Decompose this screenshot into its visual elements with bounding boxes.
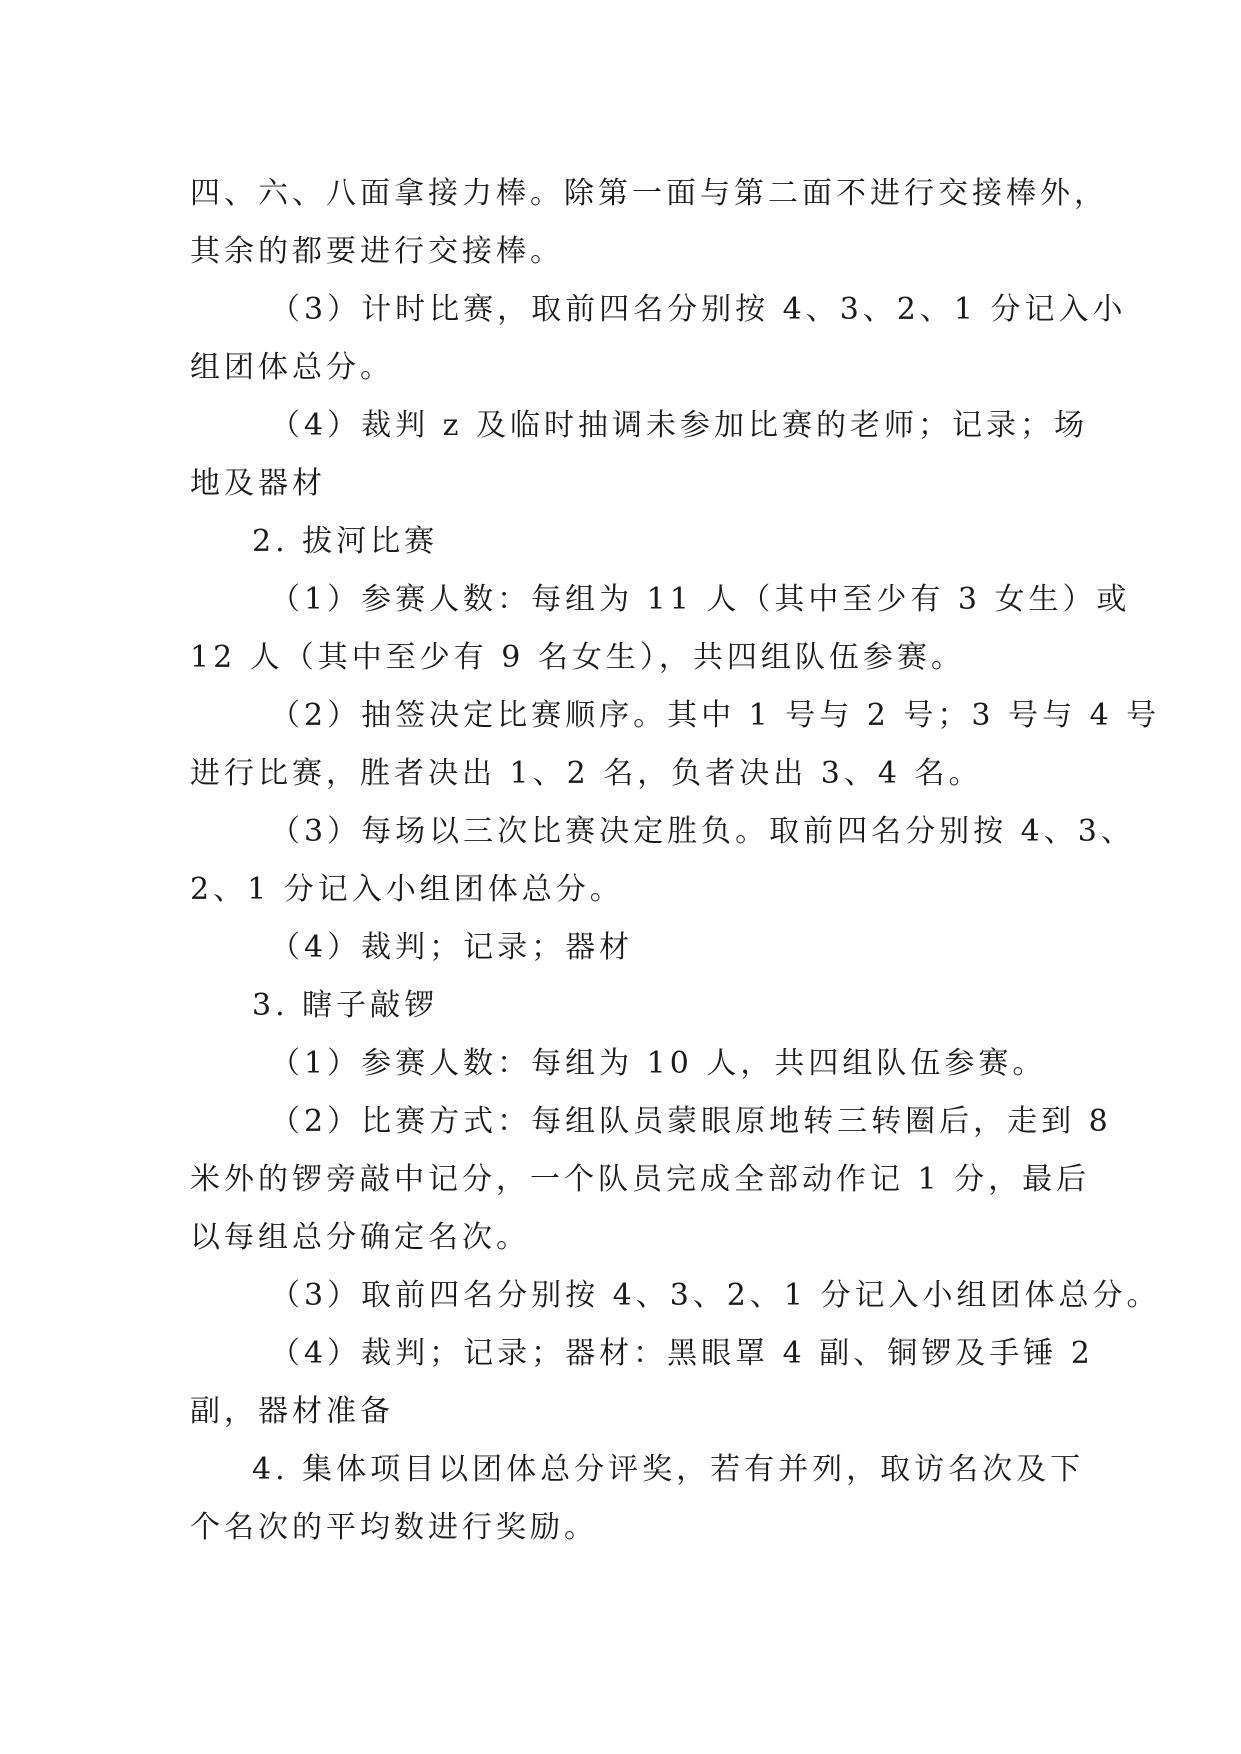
text-line: 以每组总分确定名次。 xyxy=(190,1220,530,1255)
text-line: （2）比赛方式：每组队员蒙眼原地转三转圈后，走到 8 xyxy=(270,1104,1112,1139)
text-line: 其余的都要进行交接棒。 xyxy=(190,234,564,269)
text-line: 组团体总分。 xyxy=(190,350,394,385)
text-line: 米外的锣旁敲中记分，一个队员完成全部动作记 1 分，最后 xyxy=(190,1162,1091,1197)
text-line: （3）取前四名分别按 4、3、2、1 分记入小组团体总分。 xyxy=(270,1278,1161,1313)
section-heading: 2. 拔河比赛 xyxy=(252,524,439,559)
text-line: （4）裁判 z 及临时抽调未参加比赛的老师；记录；场 xyxy=(270,408,1088,443)
text-line: 副，器材准备 xyxy=(190,1394,394,1429)
text-line: （4）裁判；记录；器材：黑眼罩 4 副、铜锣及手锤 2 xyxy=(270,1336,1094,1371)
section-heading: 4. 集体项目以团体总分评奖，若有并列，取访名次及下 xyxy=(252,1452,1085,1487)
text-line: （4）裁判；记录；器材 xyxy=(270,930,634,965)
section-heading: 3. 瞎子敲锣 xyxy=(252,988,439,1023)
text-line: （3）计时比赛，取前四名分别按 4、3、2、1 分记入小 xyxy=(270,292,1127,327)
text-line: 四、六、八面拿接力棒。除第一面与第二面不进行交接棒外， xyxy=(190,176,1108,211)
text-line: 12 人（其中至少有 9 名女生），共四组队伍参赛。 xyxy=(190,640,965,675)
document-page xyxy=(190,165,1161,1557)
text-line: 进行比赛，胜者决出 1、2 名，负者决出 3、4 名。 xyxy=(190,756,983,791)
text-line: 2、1 分记入小组团体总分。 xyxy=(190,872,624,907)
text-line: （3）每场以三次比赛决定胜负。取前四名分别按 4、3、 xyxy=(270,814,1135,849)
text-line: 个名次的平均数进行奖励。 xyxy=(190,1510,598,1545)
text-line: 地及器材 xyxy=(190,466,326,501)
text-line: （1）参赛人数：每组为 11 人（其中至少有 3 女生）或 xyxy=(270,582,1131,617)
text-line: （2）抽签决定比赛顺序。其中 1 号与 2 号；3 号与 4 号 xyxy=(270,698,1161,733)
text-line: （1）参赛人数：每组为 10 人，共四组队伍参赛。 xyxy=(270,1046,1047,1081)
